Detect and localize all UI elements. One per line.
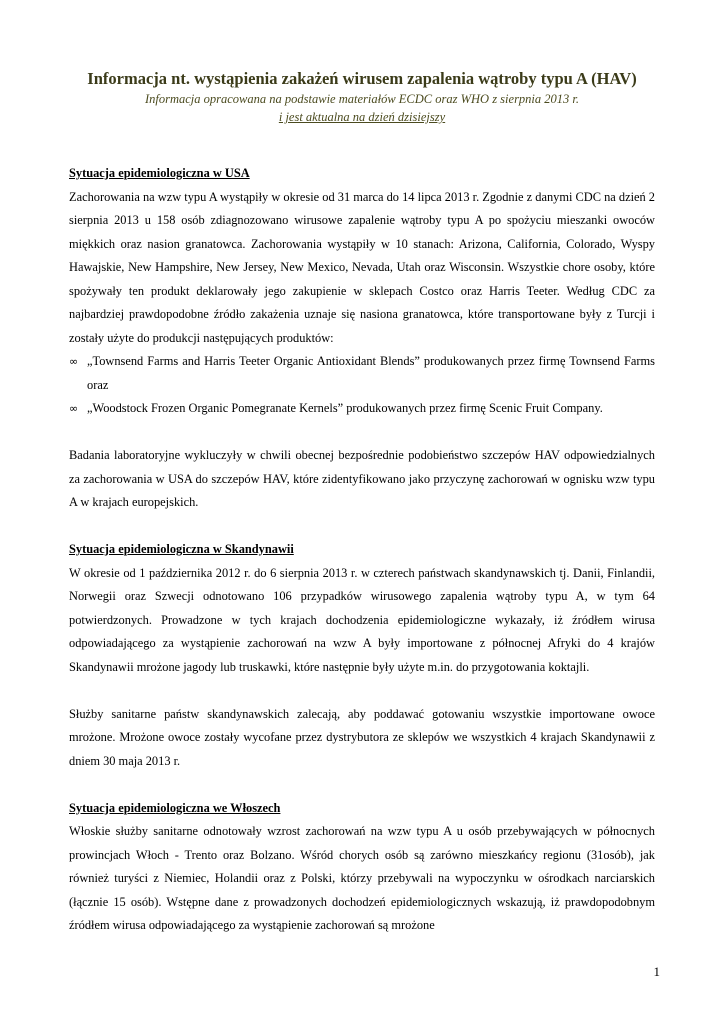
paragraph: Włoskie służby sanitarne odnotowały wzrost zachorowań na wzw typu A u osób przebywających w północnych prowincjach Włoch - Trento oraz Bolzano. Wśród chorych osób są zarówno mieszkańcy regionu (31osób), jak również turyści z Niemiec, Holandii oraz z Polski, którzy przebywali na wypoczynku w ośrodkach narciarskich (łącznie 15 osób). Wstępne dane z prowadzonych dochodzeń epidemiologicznych wskazują, iż prawdopodobnym źródłem wirusa odpowiadającego za wystąpienie zachorowań są mrożone <box>69 824 655 932</box>
page-number: 1 <box>653 964 660 979</box>
section-heading-usa: Sytuacja epidemiologiczna w USA <box>69 166 250 180</box>
product-list <box>69 350 655 421</box>
list-item <box>69 397 655 421</box>
document-subtitle-note <box>60 108 664 126</box>
section-scandinavia <box>69 538 655 773</box>
spacer <box>69 515 655 539</box>
document-subtitle-note-text: i jest aktualna na dzień dzisiejszy <box>278 110 446 124</box>
document-body <box>69 162 655 938</box>
spacer <box>69 421 655 445</box>
section-italy <box>69 797 655 938</box>
section-usa <box>69 162 655 515</box>
document-header <box>60 68 664 126</box>
spacer <box>69 773 655 797</box>
paragraph: W okresie od 1 października 2012 r. do 6 sierpnia 2013 r. w czterech państwach skandynawskich tj. Danii, Finlandii, Norwegii oraz Szwecji odnotowano 106 przypadków wirusowego zapalenia wątroby typu A, w tym 64 potwierdzonych. Prowadzone w tych krajach dochodzenia epidemiologiczne wykazały, iż źródłem wirusa odpowiadającego za wystąpienie zachorowań na wzw A były importowane z północnej Afryki do 4 krajów Skandynawii mrożone jagody lub truskawki, które następnie były użyte m.in. do przygotowania koktajli. <box>69 565 655 674</box>
paragraph: Zachorowania na wzw typu A wystąpiły w okresie od 31 marca do 14 lipca 2013 r. Zgodnie z danymi CDC na dzień 2 sierpnia 2013 u 158 osób zdiagnozowano wirusowe zapalenie wątroby typu A po spożyciu mieszanki owoców miękkich oraz nasion granatowca. Zachorowania wystąpiły w 10 stanach: Arizona, California, Colorado, Wyspy Hawajskie, New Hampshire, New Jersey, New Mexico, Nevada, Utah oraz Wisconsin. Wszystkie chore osoby, które spożywały ten produkt deklarowały jego zakupienie w sklepach Costco oraz Harris Teeter. Według CDC za najbardziej prawdopodobne źródło zakażenia uznaje się nasiona granatowca, które transportowane były z Turcji i zostały użyte do produkcji następujących produktów: <box>69 189 656 345</box>
infinity-bullet-icon: ∞ <box>69 402 79 415</box>
spacer <box>69 679 655 703</box>
list-item-text: „Woodstock Frozen Organic Pomegranate Kernels” produkowanych przez firmę Scenic Fruit Company. <box>87 401 603 415</box>
list-item <box>69 350 655 397</box>
document-subtitle: Informacja opracowana na podstawie materiałów ECDC oraz WHO z sierpnia 2013 r. <box>144 92 580 106</box>
document-title: Informacja nt. wystąpienia zakażeń wirusem zapalenia wątroby typu A (HAV) <box>87 69 637 88</box>
paragraph: Badania laboratoryjne wykluczyły w chwili obecnej bezpośrednie podobieństwo szczepów HAV odpowiedzialnych za zachorowania w USA do szczepów HAV, które zidentyfikowano jako przyczynę zachorowań w ognisku wzw typu A w krajach europejskich. <box>69 448 655 509</box>
paragraph: Służby sanitarne państw skandynawskich zalecają, aby poddawać gotowaniu wszystkie importowane owoce mrożone. Mrożone owoce zostały wycofane przez dystrybutora ze sklepów we wszystkich 4 krajach Skandynawii z dniem 30 maja 2013 r. <box>69 706 655 768</box>
section-heading-scandinavia: Sytuacja epidemiologiczna w Skandynawii <box>69 542 294 556</box>
list-item-text: „Townsend Farms and Harris Teeter Organic Antioxidant Blends” produkowanych przez firmę Townsend Farms oraz <box>87 354 655 392</box>
section-heading-italy: Sytuacja epidemiologiczna we Włoszech <box>69 800 281 815</box>
infinity-bullet-icon: ∞ <box>69 355 79 368</box>
